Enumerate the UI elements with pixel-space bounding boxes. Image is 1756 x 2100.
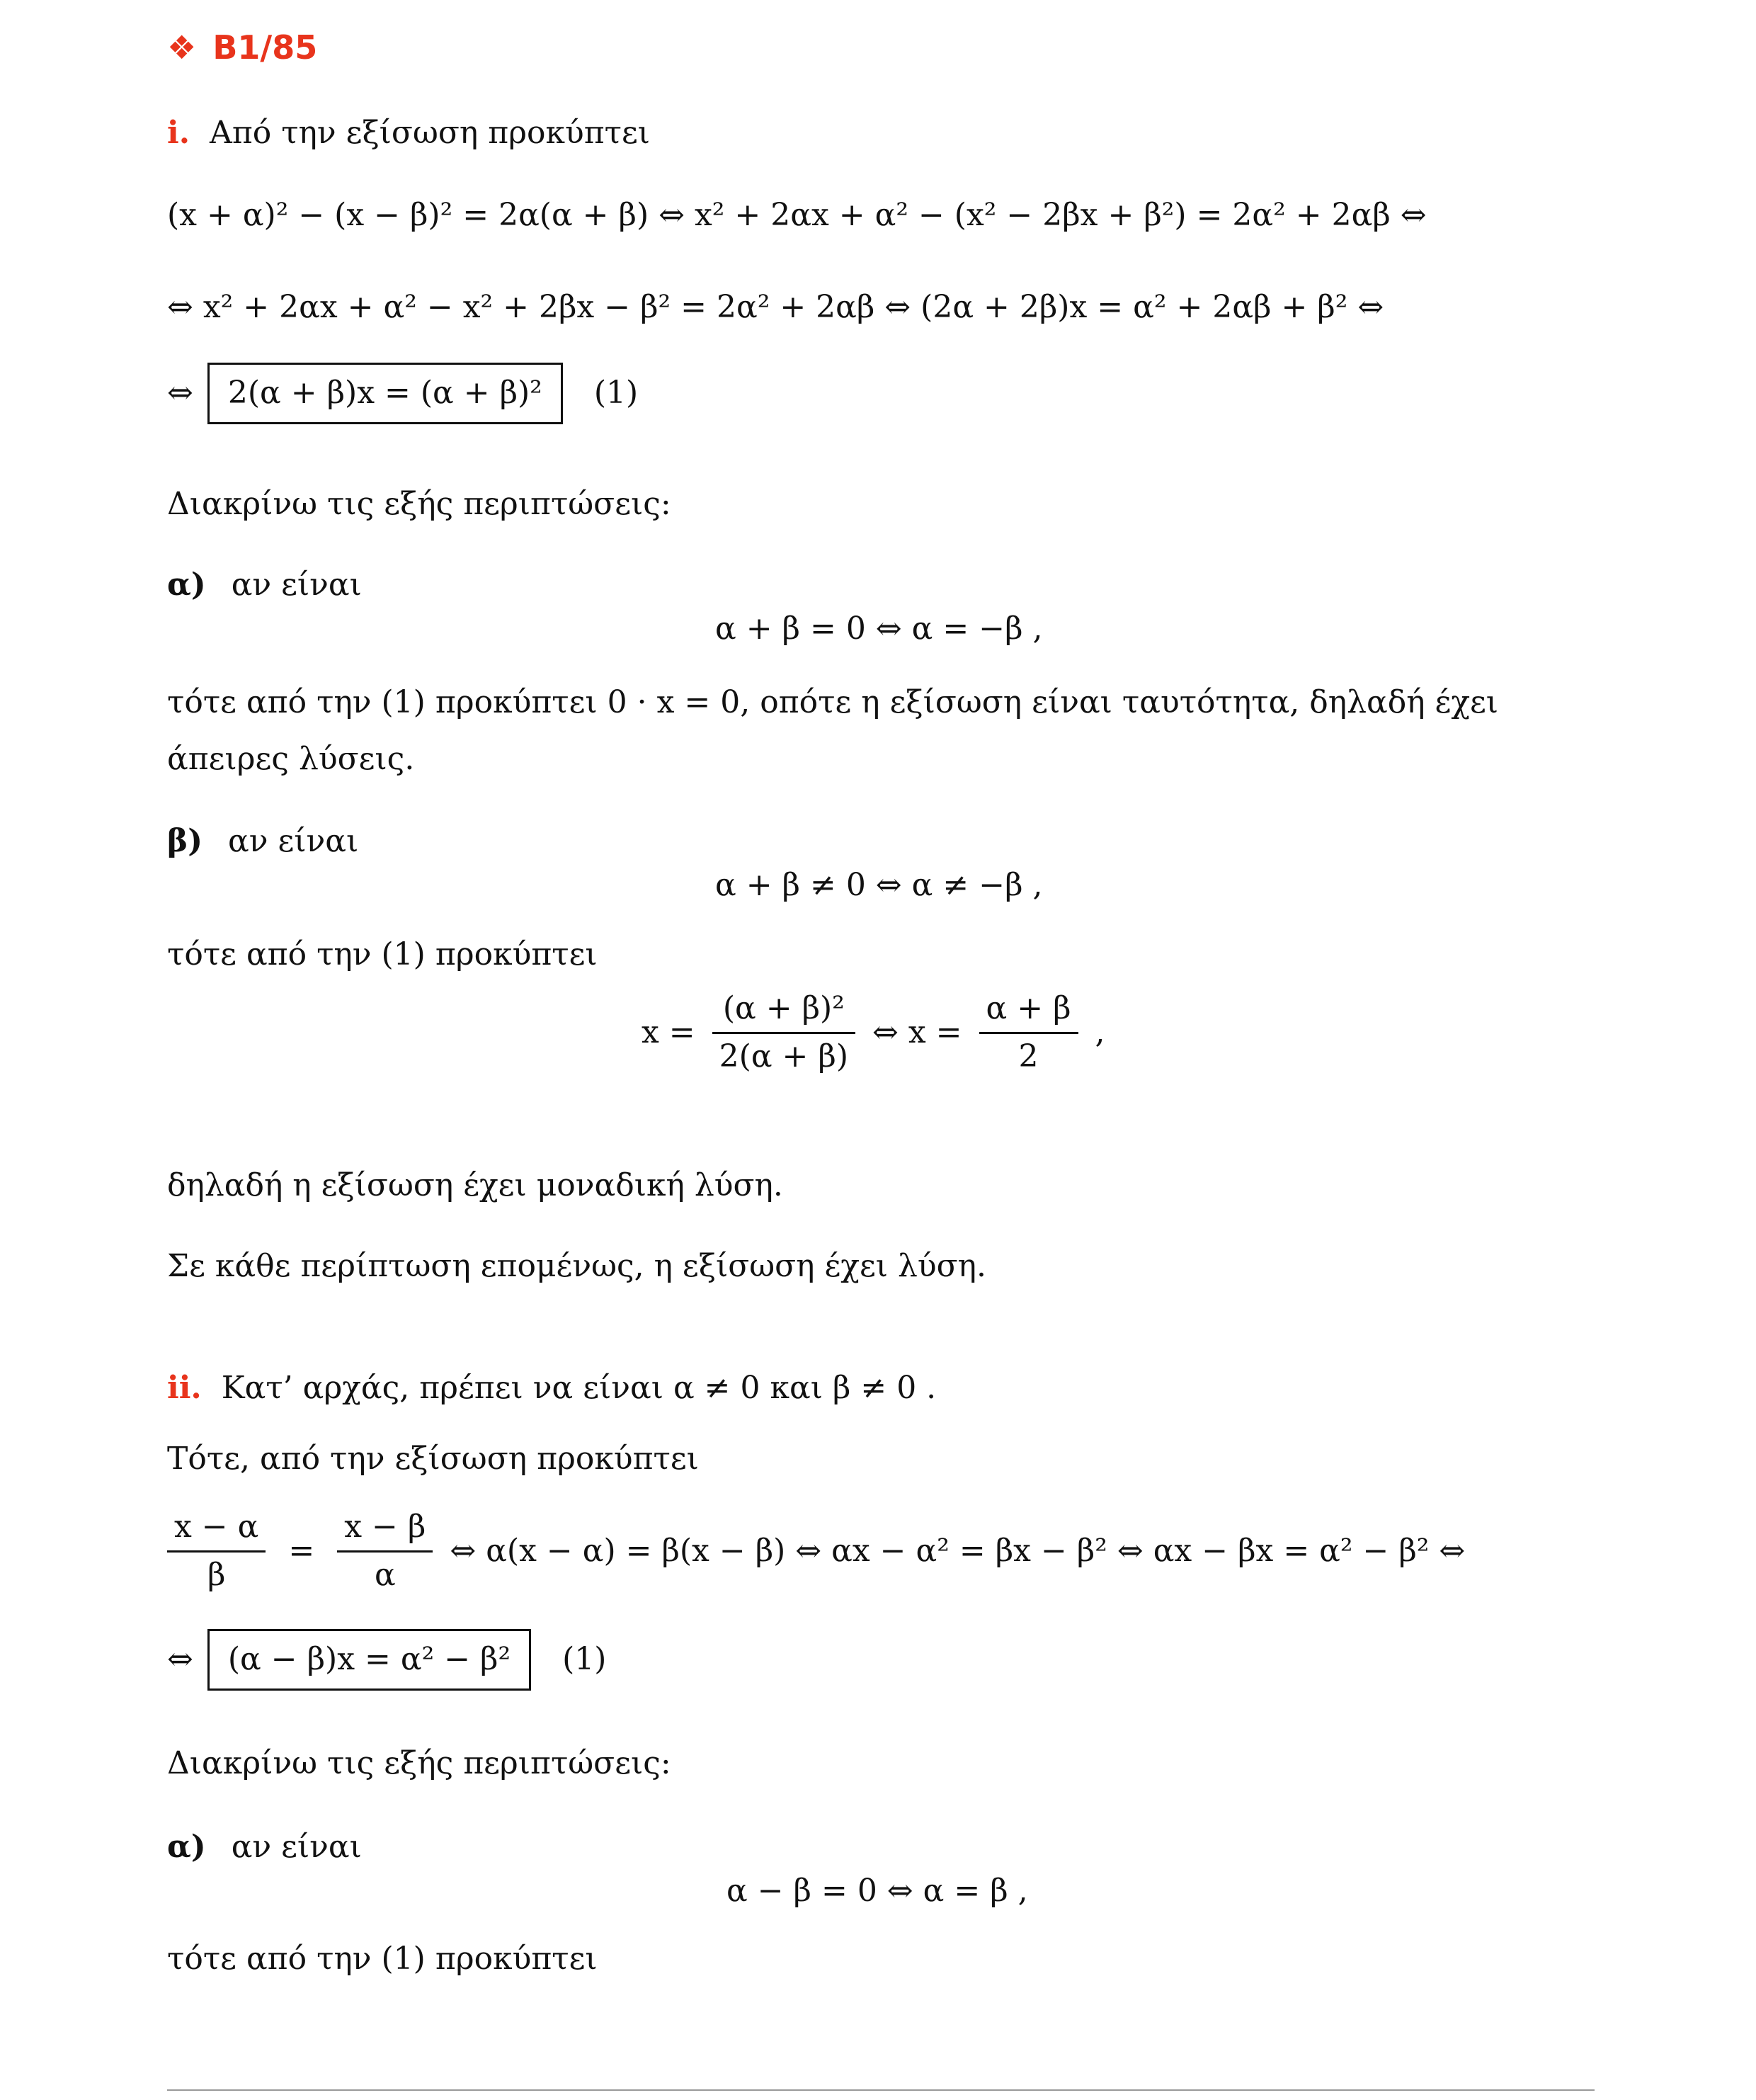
part-i-case-b-result-intro: τότε από την (1) προκύπτει (167, 936, 598, 972)
case-text: αν είναι (228, 823, 359, 859)
equation-tag: (1) (593, 375, 639, 411)
equivalence-arrow: ⇔ (167, 1641, 193, 1677)
case-label: α) (167, 567, 206, 603)
part-i-case-a-result-line-1: τότε από την (1) προκύπτει 0 · x = 0, οπότε η εξίσωση είναι ταυτότητα, δηλαδή έχει (167, 684, 1499, 720)
part-ii-equation-2 (167, 1629, 606, 1691)
fraction-numerator: x − α (167, 1509, 266, 1553)
case-text: αν είναι (231, 567, 362, 603)
part-i-intro (167, 115, 650, 152)
part-ii-label: ii. (167, 1370, 202, 1406)
part-i-label: i. (167, 115, 190, 151)
part-i-equation-2: ⇔ x² + 2αx + α² − x² + 2βx − β² = 2α² + 2αβ ⇔ (2α + 2β)x = α² + 2αβ + β² ⇔ (167, 289, 1384, 325)
formula-lhs: x = (642, 1014, 695, 1050)
fraction-1 (712, 990, 855, 1076)
fraction-2 (979, 990, 1078, 1076)
part-i-case-b-header (167, 823, 358, 861)
fraction-denominator: β (207, 1556, 226, 1593)
case-label: β) (167, 823, 203, 859)
formula-middle: ⇔ x = (872, 1014, 962, 1050)
equals-sign: = (288, 1532, 315, 1569)
boxed-equation: (α − β)x = α² − β² (207, 1629, 531, 1691)
part-ii-cases-intro: Διακρίνω τις εξής περιπτώσεις: (167, 1745, 671, 1781)
part-i-intro-text: Από την εξίσωση προκύπτει (210, 115, 651, 151)
part-ii-case-a-condition: α − β = 0 ⇔ α = β , (726, 1873, 1028, 1909)
page-divider (167, 2089, 1595, 2091)
part-i-equation-3 (167, 363, 638, 424)
equation-rest: ⇔ α(x − α) = β(x − β) ⇔ αx − α² = βx − β² ⇔ αx − βx = α² − β² ⇔ (450, 1532, 1466, 1569)
equivalence-arrow: ⇔ (167, 375, 193, 411)
fraction-denominator: 2 (1018, 1038, 1039, 1074)
boxed-equation: 2(α + β)x = (α + β)² (207, 363, 563, 424)
part-i-summary: Σε κάθε περίπτωση επομένως, η εξίσωση έχει λύση. (167, 1248, 986, 1284)
fraction-numerator: α + β (979, 990, 1078, 1034)
part-i-cases-intro: Διακρίνω τις εξής περιπτώσεις: (167, 486, 671, 522)
part-ii-equation-1 (160, 1509, 1465, 1594)
fraction-denominator: α (374, 1556, 396, 1593)
part-ii-intro (167, 1370, 936, 1407)
fraction-denominator: 2(α + β) (719, 1038, 848, 1074)
equation-tag: (1) (562, 1641, 607, 1677)
fraction-2 (337, 1509, 433, 1594)
heading-title: B1/85 (212, 28, 318, 67)
part-i-case-a-condition: α + β = 0 ⇔ α = −β , (715, 611, 1043, 647)
case-label: α) (167, 1829, 206, 1865)
part-i-solution-formula (642, 990, 1105, 1076)
fraction-numerator: (α + β)² (712, 990, 855, 1034)
part-i-case-a-result-line-2: άπειρες λύσεις. (167, 741, 415, 777)
part-i-case-b-conclusion: δηλαδή η εξίσωση έχει μοναδική λύση. (167, 1167, 783, 1203)
part-i-case-a-header (167, 567, 362, 604)
diamond-bullet-icon: ❖ (167, 28, 197, 67)
formula-tail: , (1095, 1014, 1105, 1050)
part-i-case-b-condition: α + β ≠ 0 ⇔ α ≠ −β , (715, 867, 1043, 903)
case-text: αν είναι (231, 1829, 362, 1865)
part-ii-intro-2: Τότε, από την εξίσωση προκύπτει (167, 1441, 699, 1477)
fraction-numerator: x − β (337, 1509, 433, 1553)
fraction-1 (167, 1509, 266, 1594)
part-ii-case-a-result-intro: τότε από την (1) προκύπτει (167, 1941, 598, 1977)
part-ii-intro-text: Κατ’ αρχάς, πρέπει να είναι α ≠ 0 και β ≠ 0 . (221, 1370, 937, 1406)
section-heading (167, 28, 317, 67)
part-ii-case-a-header (167, 1829, 362, 1866)
part-i-equation-1: (x + α)² − (x − β)² = 2α(α + β) ⇔ x² + 2αx + α² − (x² − 2βx + β²) = 2α² + 2αβ ⇔ (167, 197, 1427, 233)
